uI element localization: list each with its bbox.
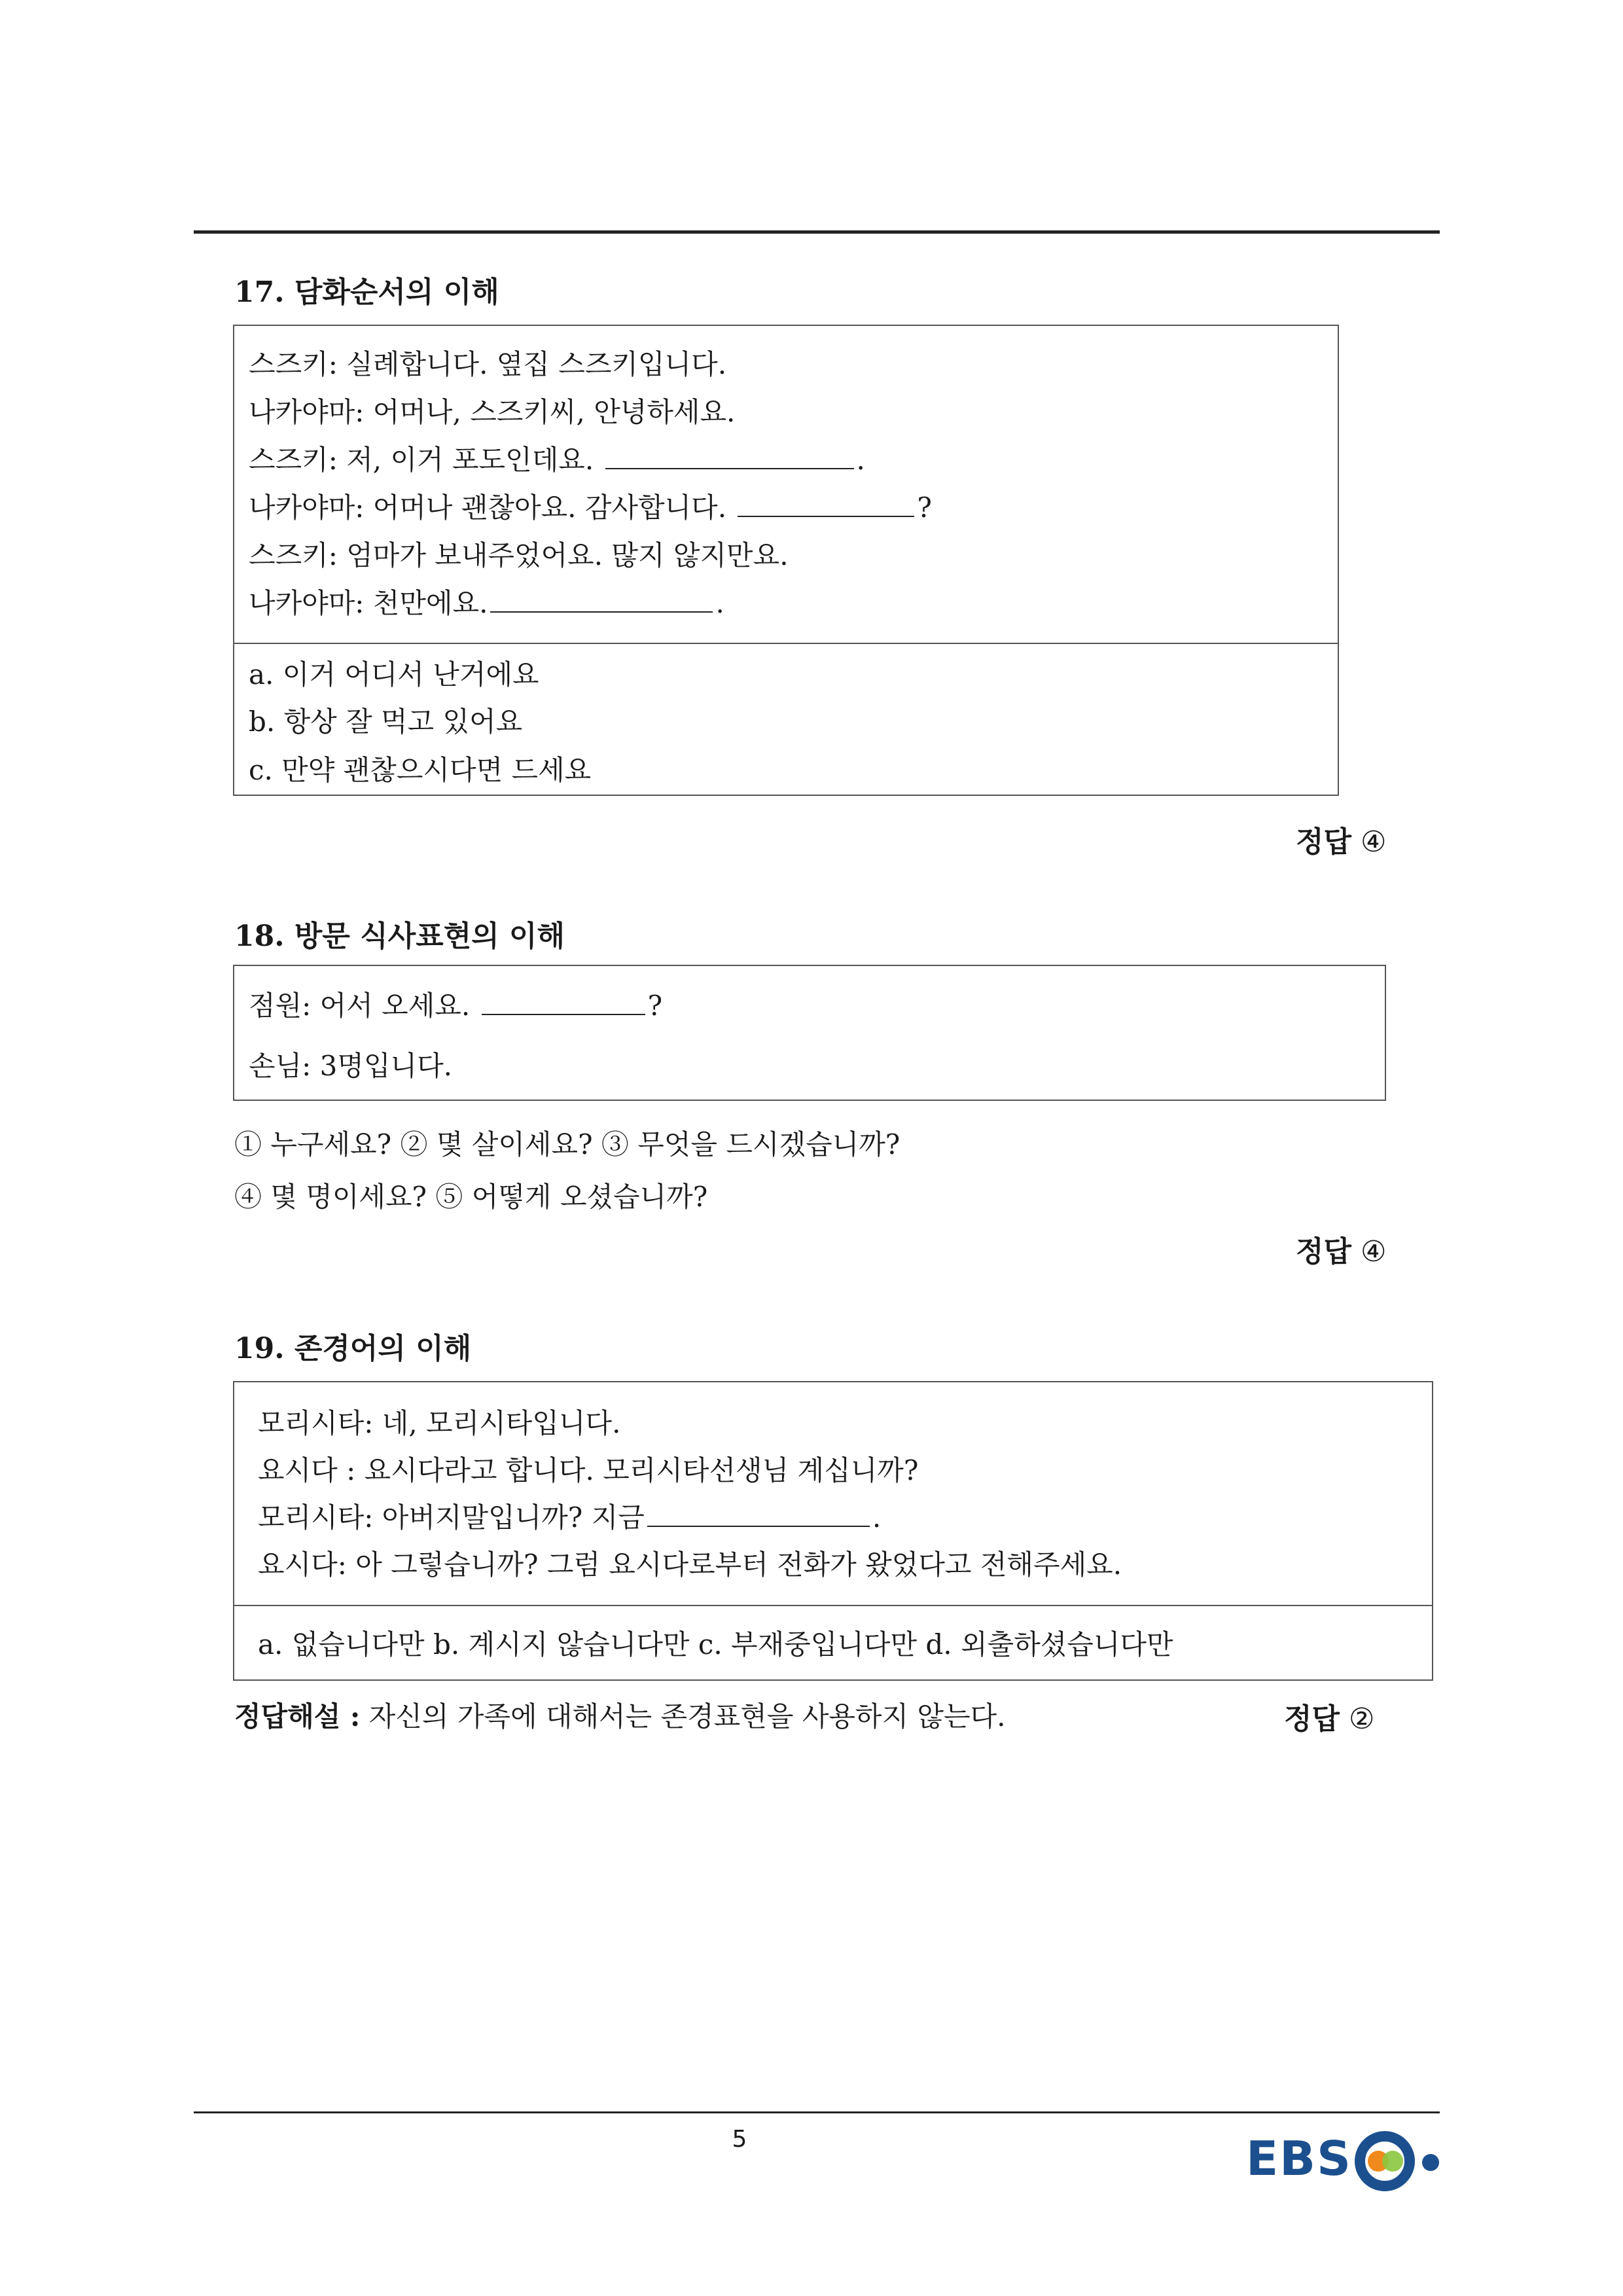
q17-box <box>233 325 1339 796</box>
q19-dialogue-line <box>258 1496 881 1535</box>
ebs-logo-text: EBS <box>1246 2131 1352 2186</box>
dialogue-punctuation: ? <box>917 492 932 524</box>
q17-dialogue-line <box>249 343 726 382</box>
q19-answer-symbol: ② <box>1349 1702 1375 1736</box>
q19-dialogue-line <box>258 1402 620 1441</box>
q17-dialogue-line <box>249 486 932 526</box>
fill-in-blank <box>647 1499 870 1527</box>
q17-option-a: a. 이거 어디서 난거에요 <box>249 658 539 691</box>
dialogue-text: 요시다 : 요시다라고 합니다. 모리시타선생님 계십니까? <box>258 1454 919 1486</box>
q18-answer <box>1296 1228 1386 1270</box>
q19-divider <box>234 1605 1432 1606</box>
q18-answer-symbol: ④ <box>1361 1235 1387 1268</box>
q17-answer-label: 정답 <box>1296 825 1352 859</box>
top-rule <box>194 230 1440 234</box>
dialogue-text: 나카야마: 어머나 괜찮아요. 감사합니다. <box>249 492 736 524</box>
q19-box <box>233 1381 1433 1681</box>
q18-box <box>233 965 1386 1101</box>
q19-explanation-text: 자신의 가족에 대해서는 존경표현을 사용하지 않는다. <box>360 1700 1006 1732</box>
fill-in-blank <box>482 988 645 1015</box>
fill-in-blank <box>490 585 713 613</box>
dialogue-punctuation: ? <box>647 990 663 1022</box>
bottom-rule <box>194 2111 1440 2113</box>
dialogue-punctuation: . <box>715 587 724 619</box>
q18-dialogue-line <box>249 1045 452 1084</box>
dialogue-text: 스즈키: 저, 이거 포도인데요. <box>249 444 603 476</box>
q19-answer-label: 정답 <box>1284 1702 1340 1736</box>
q17-dialogue-line <box>249 439 865 478</box>
q17-option-c: c. 만약 괜찮으시다면 드세요 <box>249 754 592 786</box>
fill-in-blank <box>605 442 854 469</box>
fill-in-blank <box>738 490 914 517</box>
ebs-logo <box>1246 2123 1453 2208</box>
dialogue-punctuation: . <box>872 1501 882 1534</box>
dialogue-text: 스즈키: 엄마가 보내주었어요. 많지 않지만요. <box>249 539 789 571</box>
ebs-logo-icon <box>1353 2128 1453 2194</box>
q18-title: 18. 방문 식사표현의 이해 <box>234 920 565 953</box>
dialogue-punctuation: . <box>856 444 865 476</box>
dialogue-text: 나카야마: 천만에요. <box>249 587 488 619</box>
q17-divider <box>234 643 1338 644</box>
q17-answer <box>1296 818 1386 860</box>
q17-dialogue-line <box>249 582 724 621</box>
q19-answer <box>1284 1695 1374 1737</box>
q19-dialogue-line <box>258 1449 918 1488</box>
q17-title: 17. 담화순서의 이해 <box>234 276 499 309</box>
dialogue-text: 모리시타: 아버지말입니까? 지금 <box>258 1501 645 1534</box>
dialogue-text: 점원: 어서 오세요. <box>249 990 479 1022</box>
dialogue-text: 모리시타: 네, 모리시타입니다. <box>258 1407 621 1439</box>
q19-options: a. 없습니다만 b. 계시지 않습니다만 c. 부재중입니다만 d. 외출하셨습니다만 <box>258 1628 1173 1660</box>
q18-dialogue-line <box>249 984 662 1024</box>
q19-title: 19. 존경어의 이해 <box>234 1332 472 1365</box>
q19-explanation-label: 정답해설 : <box>234 1700 361 1732</box>
q19-dialogue-line <box>258 1543 1122 1583</box>
dialogue-text: 스즈키: 실례합니다. 옆집 스즈키입니다. <box>249 348 727 380</box>
q18-answer-label: 정답 <box>1296 1235 1352 1268</box>
q17-dialogue-line <box>249 391 735 430</box>
q17-dialogue-line <box>249 534 789 573</box>
page-number: 5 <box>732 2126 747 2153</box>
dialogue-text: 손님: 3명입니다. <box>249 1050 453 1082</box>
q17-option-b: b. 항상 잘 먹고 있어요 <box>249 706 523 738</box>
q18-options-line1: ① 누구세요? ② 몇 살이세요? ③ 무엇을 드시겠습니까? <box>234 1128 901 1160</box>
dialogue-text: 나카야마: 어머나, 스즈키씨, 안녕하세요. <box>249 396 736 428</box>
dialogue-text: 요시다: 아 그렇습니까? 그럼 요시다로부터 전화가 왔었다고 전해주세요. <box>258 1549 1122 1581</box>
q18-options-line2: ④ 몇 명이세요? ⑤ 어떻게 오셨습니까? <box>234 1181 708 1213</box>
q17-answer-symbol: ④ <box>1361 825 1387 859</box>
q19-explanation <box>234 1695 1005 1734</box>
